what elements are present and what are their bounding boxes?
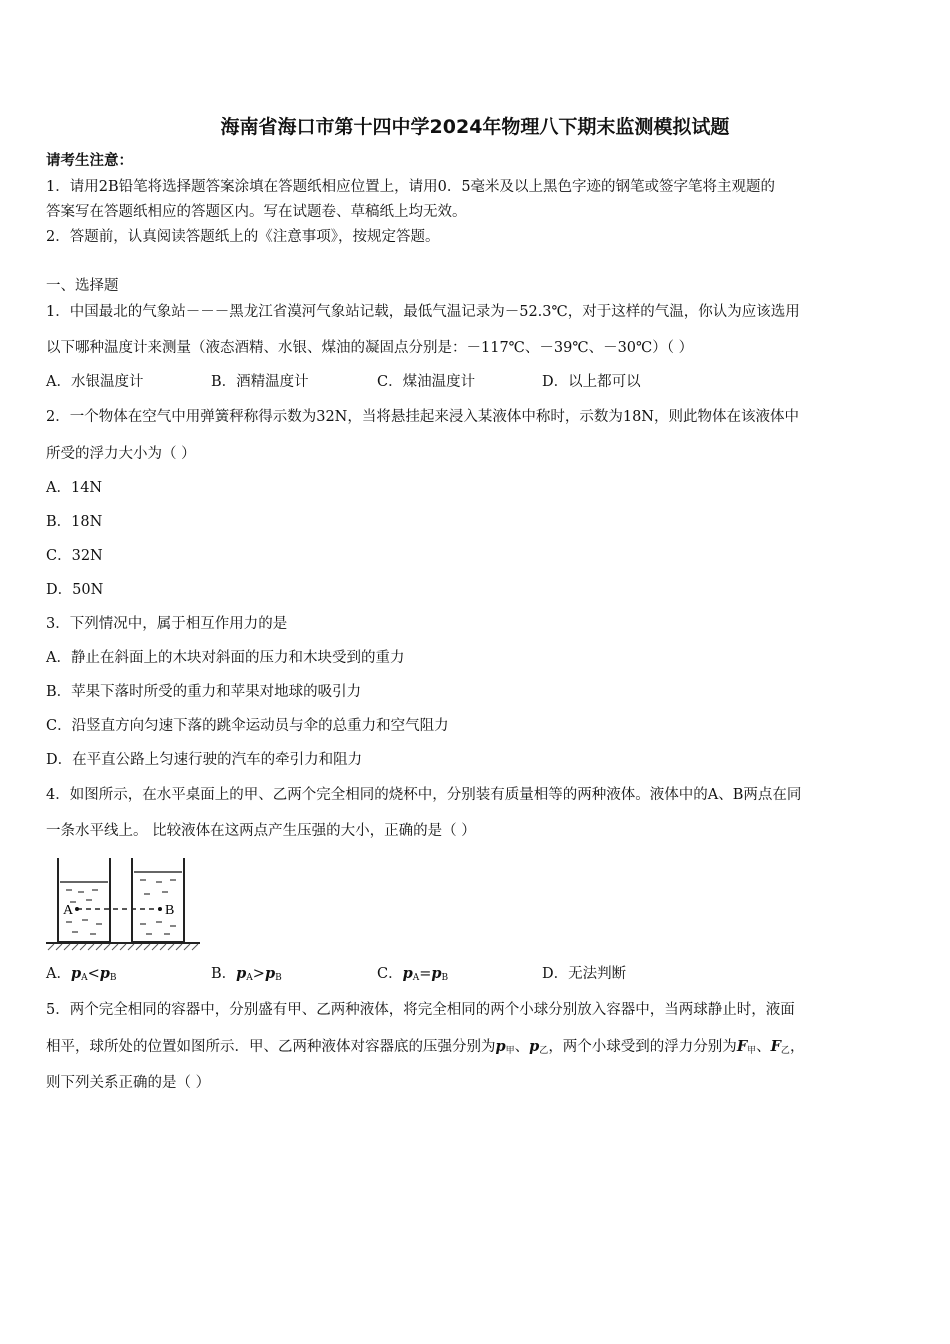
notice-heading: 请考生注意： [46, 152, 133, 169]
q4-option-c: C．$p_A=p_B$ [377, 965, 449, 983]
q1-stem-line-2: 以下哪种温度计来测量（液态酒精、水银、煤油的凝固点分别是：－117℃、－39℃、－30℃）（ ） [46, 340, 694, 356]
q1-stem-line-1: 1．中国最北的气象站－－－黑龙江省漠河气象站记载，最低气温记录为－52.3℃，对于这样的气温，你认为应该选用 [46, 304, 800, 320]
q5-stem-line-1: 5．两个完全相同的容器中，分别盛有甲、乙两种液体，将完全相同的两个小球分别放入容器中，当两球静止时，液面 [46, 1002, 795, 1018]
q2-stem-line-1: 2．一个物体在空气中用弹簧秤称得示数为32N，当将悬挂起来浸入某液体中称时，示数为18N，则此物体在该液体中 [46, 409, 799, 425]
q3-option-c: C．沿竖直方向匀速下落的跳伞运动员与伞的总重力和空气阻力 [46, 718, 449, 734]
q5-stem-line-2: 相平，球所处的位置如图所示．甲、乙两种液体对容器底的压强分别为$p_甲$、$p_乙$，两个小球受到的浮力分别为$F_甲$、$F_乙$， [46, 1038, 805, 1056]
notice-item-2: 2．答题前，认真阅读答题纸上的《注意事项》，按规定答题。 [46, 229, 440, 245]
q2-option-a: A．14N [46, 480, 103, 496]
figure-label-a: A [63, 903, 74, 918]
q1-option-a: A．水银温度计 [46, 374, 144, 390]
q2-option-c: C．32N [46, 548, 103, 564]
q4-option-b: B．$p_A>p_B$ [211, 965, 282, 983]
q5-stem-line-3: 则下列关系正确的是（ ） [46, 1075, 211, 1091]
q3-option-b: B．苹果下落时所受的重力和苹果对地球的吸引力 [46, 684, 362, 700]
notice-item-1-line-2: 答案写在答题纸相应的答题区内。写在试题卷、草稿纸上均无效。 [46, 204, 467, 220]
q4-option-a: A．$p_A<p_B$ [46, 965, 117, 983]
q1-option-d: D．以上都可以 [542, 374, 641, 390]
q1-option-c: C．煤油温度计 [377, 374, 476, 390]
q3-option-d: D．在平直公路上匀速行驶的汽车的牵引力和阻力 [46, 752, 363, 768]
q2-option-b: B．18N [46, 514, 103, 530]
section-heading-choice: 一、选择题 [46, 278, 119, 294]
q1-option-b: B．酒精温度计 [211, 374, 309, 390]
q2-option-d: D．50N [46, 582, 104, 598]
notice-item-1-line-1: 1．请用2B铅笔将选择题答案涂填在答题纸相应位置上，请用0．5毫米及以上黑色字迹的钢笔或签字笔将主观题的 [46, 179, 776, 195]
beakers-figure [44, 850, 204, 954]
q4-stem-line-2: 一条水平线上。 比较液体在这两点产生压强的大小，正确的是（ ） [46, 823, 476, 839]
q4-stem-line-1: 4．如图所示，在水平桌面上的甲、乙两个完全相同的烧杯中，分别装有质量相等的两种液体。液体中的A、B两点在同 [46, 787, 802, 803]
q4-option-d: D．无法判断 [542, 966, 627, 982]
page-title: 海南省海口市第十四中学2024年物理八下期末监测模拟试题 [220, 116, 730, 138]
q3-stem: 3．下列情况中，属于相互作用力的是 [46, 616, 288, 632]
q2-stem-line-2: 所受的浮力大小为（ ） [46, 446, 196, 462]
figure-label-b: B [165, 903, 175, 918]
q3-option-a: A．静止在斜面上的木块对斜面的压力和木块受到的重力 [46, 650, 405, 666]
